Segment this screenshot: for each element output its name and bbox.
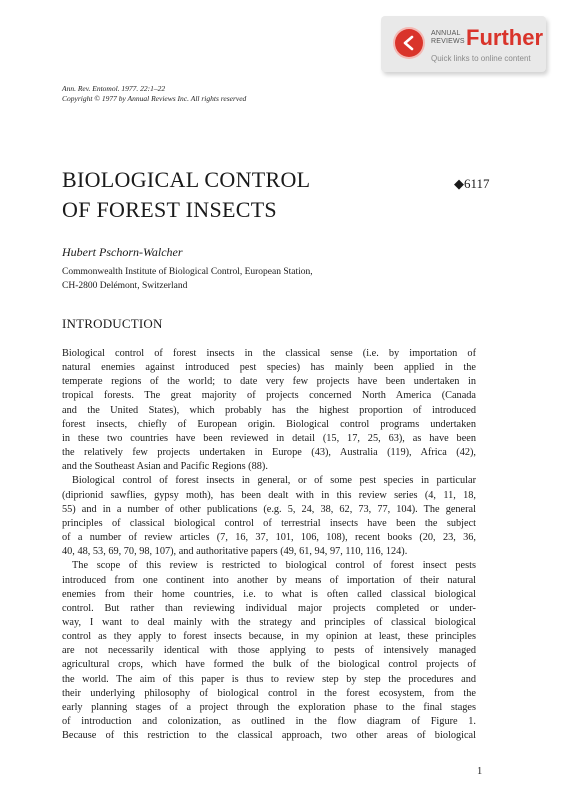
body-line: in these two countries have been reviewed in detail (15, 17, 25, 63), as have been xyxy=(62,432,476,444)
citation-line-2: Copyright © 1977 by Annual Reviews Inc. All rights reserved xyxy=(62,94,247,103)
author-affiliation xyxy=(62,266,313,293)
further-banner-link[interactable] xyxy=(381,16,546,72)
back-arrow-icon xyxy=(395,29,423,57)
body-line: Because of this restriction to the classical approach, two other areas of biological xyxy=(62,730,476,742)
body-line: 40, 48, 53, 69, 70, 98, 107), and authoritative papers (49, 61, 94, 97, 110, 116, 124). xyxy=(62,546,408,558)
body-line: principles of classical biological control of terrestrial insects have been the subject xyxy=(62,517,476,529)
body-line: and the Southeast Asian and Pacific Regions (88). xyxy=(62,461,268,473)
article-title xyxy=(62,165,310,225)
body-line: temperate regions of the world; to date very few projects have been undertaken in xyxy=(62,376,476,388)
annual-reviews-logo-text xyxy=(431,30,465,46)
body-line: control. But rather than reviewing individual major projects completed or under- xyxy=(62,602,476,614)
body-line: Biological control of forest insects in the classical sense (i.e. by importation of xyxy=(62,348,476,359)
body-line: 55) and in a number of other publications (e.g. 5, 24, 38, 62, 73, 77, 104). The general xyxy=(62,503,476,515)
affiliation-line-2: CH-2800 Delémont, Switzerland xyxy=(62,280,188,291)
page-number: 1 xyxy=(477,766,483,777)
body-line: agricultural crops, which have formed the bulk of the biological control projects of xyxy=(62,659,476,671)
document-number: ◆6117 xyxy=(454,176,490,191)
title-line-2: OF FOREST INSECTS xyxy=(62,197,277,222)
body-line: (diprionid sawflies, gypsy moth), has been dealt with in this review series (4, 11, 18, xyxy=(62,489,476,501)
title-line-1: BIOLOGICAL CONTROL xyxy=(62,167,311,192)
affiliation-line-1: Commonwealth Institute of Biological Control, European Station, xyxy=(62,267,313,277)
body-line: Biological control of forest insects in general, or of some pest species in particular xyxy=(72,475,476,487)
body-line: natural enemies against introduced pest species) has mainly been applied in the xyxy=(62,362,476,374)
body-line: the relatively few projects undertaken in Europe (43), Australia (119), Africa (42), xyxy=(62,447,476,459)
body-line: way, I want to deal mainly with the strategy and principles of classical biological xyxy=(62,616,476,628)
author-name: Hubert Pschorn-Walcher xyxy=(62,245,183,259)
reviews-label: REVIEWS xyxy=(431,38,465,45)
body-line: early planning stages of a project through the exploration phase to the final stages xyxy=(62,701,476,713)
body-line: their underlying philosophy of biological control in the forest ecosystem, from the xyxy=(62,687,476,699)
body-line: the world. The aim of this paper is thus to review step by step the procedures and xyxy=(62,673,476,685)
body-line: of introduction and colonization, as outlined in the flow diagram of Figure 1. xyxy=(62,716,476,728)
body-line: enemies from their home countries, i.e. to what is often called classical biological xyxy=(62,588,476,600)
section-heading: INTRODUCTION xyxy=(62,316,163,331)
body-line: tropical forests. The great majority of projects concerned North America (Canada xyxy=(62,390,476,402)
body-line: and the United States), which probably has the highest proportion of introduced xyxy=(62,404,476,416)
further-wordmark: Further xyxy=(466,25,543,50)
body-text xyxy=(62,347,476,743)
body-line: The scope of this review is restricted to biological control of forest insect pests xyxy=(72,560,476,572)
body-line: control as they apply to forest insects because, in my opinion at least, these principles xyxy=(62,631,476,643)
body-line: forest insects, chiefly of European origin. Biological control programs undertaken xyxy=(62,418,476,430)
journal-citation xyxy=(62,84,246,104)
body-line: introduced from one continent into another by means of importation of their natural xyxy=(62,574,476,586)
further-tagline: Quick links to online content xyxy=(431,54,531,63)
body-line: are not necessarily identical with those applying to pests of intensively managed xyxy=(62,645,476,657)
body-line: of a number of review articles (7, 16, 37, 101, 106, 108), recent books (20, 23, 36, xyxy=(62,532,476,544)
annual-label: ANNUAL xyxy=(431,30,461,37)
citation-line-1: Ann. Rev. Entomol. 1977. 22:1–22 xyxy=(62,84,166,93)
